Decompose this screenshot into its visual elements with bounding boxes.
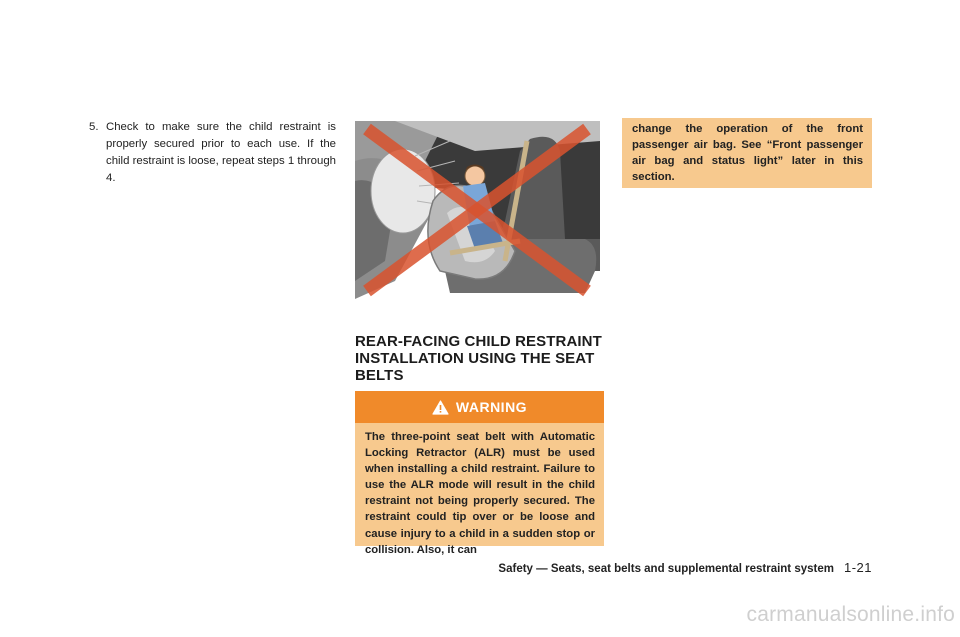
step-number: 5.: [89, 121, 99, 133]
page-number: 1-21: [843, 560, 872, 575]
step-5: [89, 119, 336, 187]
rear-facing-seat-airbag-illustration: [355, 121, 600, 299]
warning-header: [355, 391, 604, 423]
warning-continuation-text: change the operation of the front passenger air bag. See “Front passenger air bag and status light” later in this section.: [632, 123, 863, 184]
warning-text: The three-point seat belt with Automatic Locking Retractor (ALR) must be used when installing a child restraint. Failure to use the ALR mode will result in the child restraint not being properly secured. The restraint could tip over or be loose and cause injury to a child in a sudden stop or collision. Also, it can: [365, 431, 595, 556]
section-title: REAR-FACING CHILD RESTRAINT INSTALLATION USING THE SEAT BELTS: [355, 333, 602, 384]
warning-box: [355, 391, 604, 556]
page-footer: [492, 560, 872, 575]
warning-continuation-box: [622, 118, 872, 188]
step-text: Check to make sure the child restraint is properly secured prior to each use. If the child restraint is loose, repeat steps 1 through 4.: [106, 121, 336, 184]
warning-label: WARNING: [455, 399, 528, 415]
warning-triangle-icon: [432, 400, 449, 415]
watermark: carmanualsonline.info: [746, 603, 955, 626]
footer-section-title: Safety — Seats, seat belts and supplemental restraint system: [498, 563, 834, 575]
